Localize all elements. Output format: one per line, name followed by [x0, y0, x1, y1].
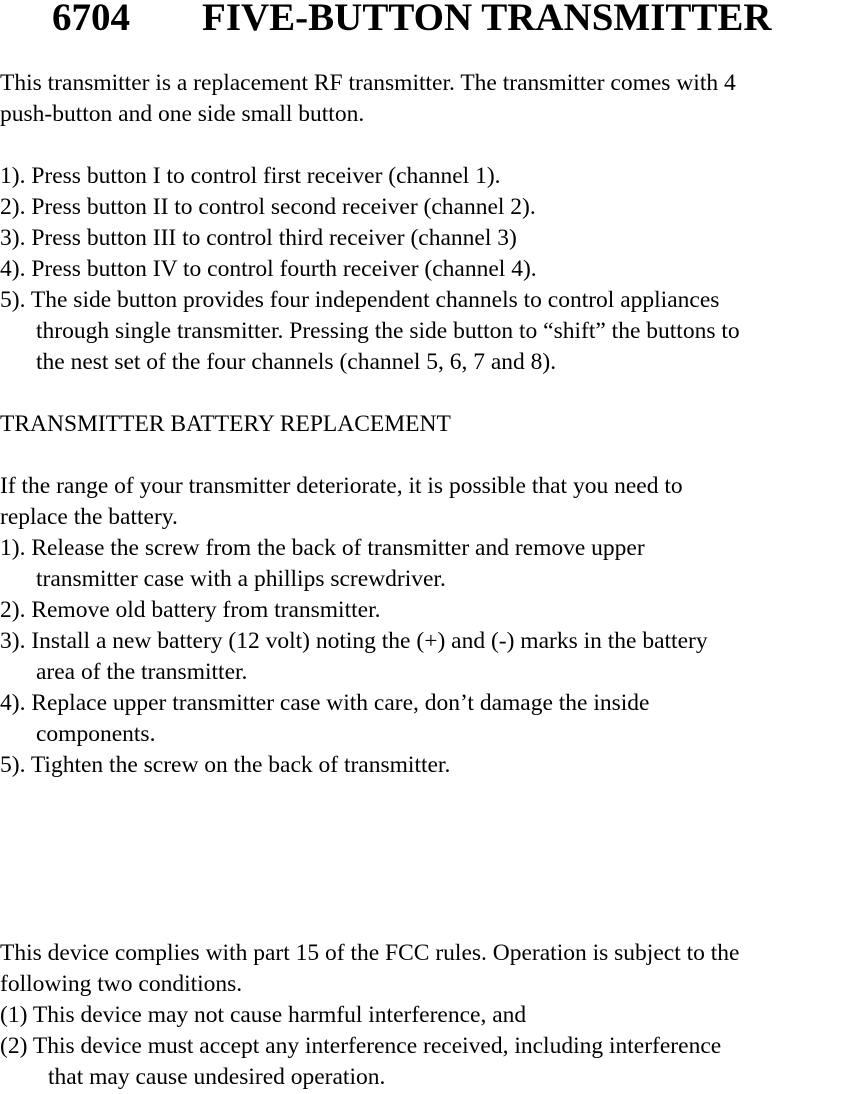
title-text: FIVE-BUTTON TRANSMITTER: [202, 0, 772, 39]
battery-intro-line: If the range of your transmitter deteriorate, it is possible that you need to: [0, 473, 683, 499]
page-title: [52, 0, 772, 40]
list-item: 3). Install a new battery (12 volt) noting the (+) and (-) marks in the battery: [0, 628, 708, 654]
fcc-statement: [0, 938, 739, 1093]
button-instructions-list: [0, 161, 740, 378]
fcc-line: following two conditions.: [0, 971, 243, 997]
list-item-continuation: components.: [36, 721, 156, 747]
list-item-continuation: transmitter case with a phillips screwdriver.: [36, 566, 446, 592]
fcc-line: This device complies with part 15 of the FCC rules. Operation is subject to the: [0, 940, 740, 966]
list-item: 3). Press button III to control third receiver (channel 3): [0, 225, 517, 251]
list-item: 4). Replace upper transmitter case with care, don’t damage the inside: [0, 690, 650, 716]
fcc-condition: (1) This device may not cause harmful interference, and: [0, 1002, 527, 1028]
section-heading: [0, 409, 451, 440]
battery-intro-line: replace the battery.: [0, 504, 178, 530]
battery-paragraph: [0, 471, 708, 781]
fcc-condition: (2) This device must accept any interference received, including interference: [0, 1033, 722, 1059]
list-item: 5). Tighten the screw on the back of transmitter.: [0, 752, 451, 778]
intro-paragraph: [0, 68, 736, 130]
list-item: 1). Press button I to control first receiver (channel 1).: [0, 163, 501, 189]
list-item-continuation: through single transmitter. Pressing the side button to “shift” the buttons to: [36, 318, 740, 344]
intro-line: push-button and one side small button.: [0, 101, 365, 127]
model-number: 6704: [52, 0, 130, 39]
list-item: 4). Press button IV to control fourth receiver (channel 4).: [0, 256, 537, 282]
list-item: 2). Remove old battery from transmitter.: [0, 597, 381, 623]
fcc-condition-continuation: that may cause undesired operation.: [48, 1064, 386, 1090]
intro-line: This transmitter is a replacement RF transmitter. The transmitter comes with 4: [0, 70, 736, 96]
list-item: 5). The side button provides four independent channels to control appliances: [0, 287, 720, 313]
list-item-continuation: the nest set of the four channels (channel 5, 6, 7 and 8).: [36, 349, 557, 375]
list-item: 2). Press button II to control second receiver (channel 2).: [0, 194, 536, 220]
list-item: 1). Release the screw from the back of transmitter and remove upper: [0, 535, 645, 561]
battery-heading: TRANSMITTER BATTERY REPLACEMENT: [0, 411, 451, 437]
list-item-continuation: area of the transmitter.: [36, 659, 248, 685]
